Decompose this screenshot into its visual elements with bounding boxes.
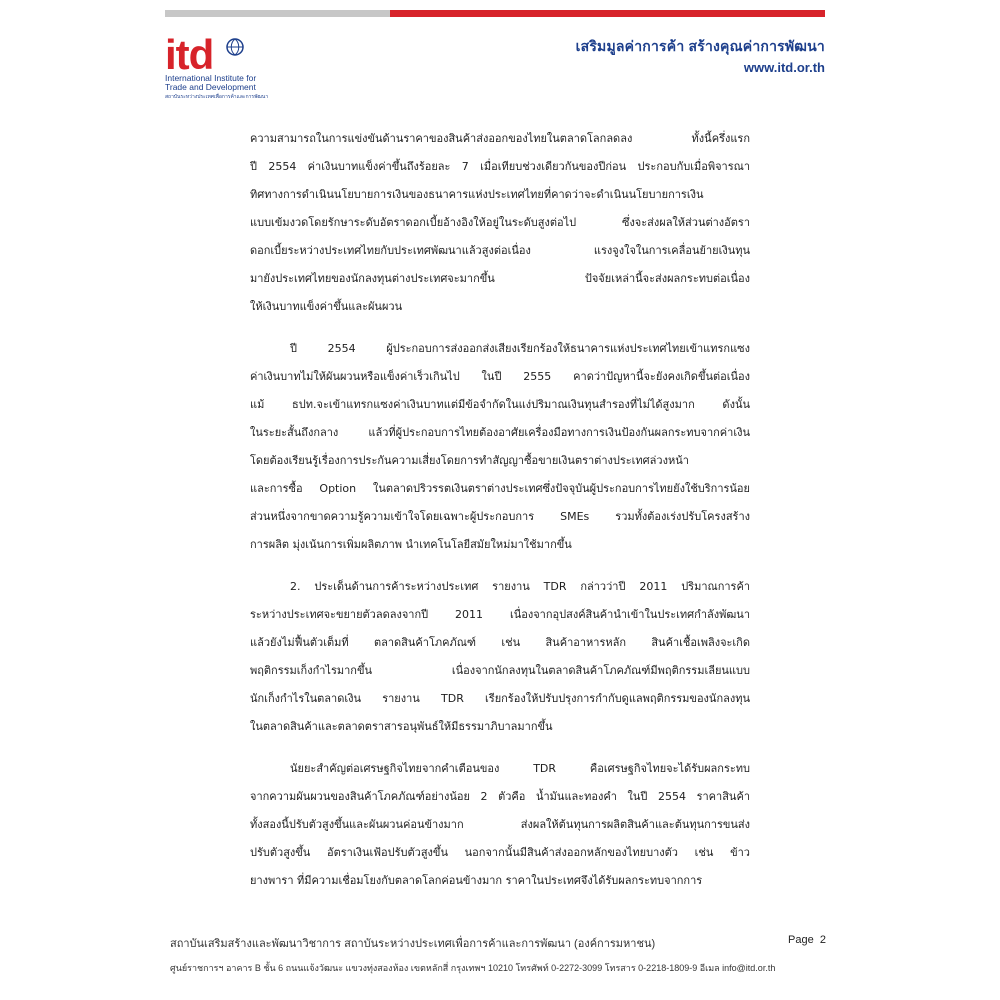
paragraph-line: ปี 2554 ผู้ประกอบการส่งออกส่งเสียงเรียกร้องให้ธนาคารแห่งประเทศไทยเข้าแทรกแซง [290,342,750,355]
paragraph-line: ดอกเบี้ยระหว่างประเทศไทยกับประเทศพัฒนาแล้วสูงต่อเนื่อง แรงจูงใจในการเคลื่อนย้ายเงินทุน [250,244,750,257]
footer-address: ศูนย์ราชการฯ อาคาร B ชั้น 6 ถนนแจ้งวัฒนะ แขวงทุ่งสองห้อง เขตหลักสี่ กรุงเทพฯ 10210 โทรศัพท์ 0-2272-3099 โทรสาร 0-2218-1809-9 อีเมล info@itd.or.th [170,963,776,973]
header-slogan [576,36,825,75]
globe-icon [225,37,245,57]
paragraph-line: การผลิต มุ่งเน้นการเพิ่มผลิตภาพ นำเทคโนโลยีสมัยใหม่มาใช้มากขึ้น [250,538,572,551]
document-body [250,125,750,909]
page-number: 2 [819,934,826,946]
paragraph-line: แม้ ธปท.จะเข้าแทรกแซงค่าเงินบาทแต่มีข้อจำกัดในแง่ปริมาณเงินทุนสำรองที่ไม่ได้สูงมาก ดังนั้น [250,398,750,411]
paragraph [250,755,750,895]
paragraph [250,573,750,741]
footer-institution: สถาบันเสริมสร้างและพัฒนาวิชาการ สถาบันระหว่างประเทศเพื่อการค้าและการพัฒนา (องค์การมหาชน) [170,938,656,950]
logo-subtitle-line2: Trade and Development [165,82,256,92]
logo-subtitle-line1: International Institute for [165,73,257,83]
paragraph-line: ค่าเงินบาทไม่ให้ผันผวนหรือแข็งค่าเร็วเกินไป ในปี 2555 คาดว่าปัญหานี้จะยังคงเกิดขึ้นต่อเนื่อง [250,370,750,383]
paragraph-line: 2. ประเด็นด้านการค้าระหว่างประเทศ รายงาน TDR กล่าวว่าปี 2011 ปริมาณการค้า [290,580,750,593]
paragraph-line: นักเก็งกำไรในตลาดเงิน รายงาน TDR เรียกร้องให้ปรับปรุงการกำกับดูแลพฤติกรรมของนักลงทุน [250,692,750,705]
paragraph-line: แบบเข้มงวดโดยรักษาระดับอัตราดอกเบี้ยอ้างอิงให้อยู่ในระดับสูงต่อไป ซึ่งจะส่งผลให้ส่วนต่างอัตรา [250,216,750,229]
paragraph [250,125,750,321]
paragraph-line: ระหว่างประเทศจะขยายตัวลดลงจากปี 2011 เนื่องจากอุปสงค์สินค้านำเข้าในประเทศกำลังพัฒนา [250,608,750,621]
paragraph-line: พฤติกรรมเก็งกำไรมากขึ้น เนื่องจากนักลงทุนในตลาดสินค้าโภคภัณฑ์มีพฤติกรรมเลียนแบบ [250,664,750,677]
paragraph-line: ความสามารถในการแข่งขันด้านราคาของสินค้าส่งออกของไทยในตลาดโลกลดลง ทั้งนี้ครึ่งแรก [250,132,750,145]
paragraph-line: และการซื้อ Option ในตลาดปริวรรตเงินตราต่างประเทศซึ่งปัจจุบันผู้ประกอบการไทยยังใช้บริการน้อย [250,482,750,495]
slogan-text: เสริมมูลค่าการค้า สร้างคุณค่าการพัฒนา [575,38,825,54]
website-link[interactable]: www.itd.or.th [743,60,825,75]
paragraph-line: แล้วยังไม่ฟื้นตัวเต็มที่ ตลาดสินค้าโภคภัณฑ์ เช่น สินค้าอาหารหลัก สินค้าเชื้อเพลิงจะเกิด [250,636,750,649]
itd-logo [165,31,295,104]
paragraph-line: ในระยะสั้นถึงกลาง แล้วที่ผู้ประกอบการไทยต้องอาศัยเครื่องมือทางการเงินป้องกันผลกระทบจากค่าเงิน [250,426,750,439]
paragraph-line: ปี 2554 ค่าเงินบาทแข็งค่าขึ้นถึงร้อยละ 7 เมื่อเทียบช่วงเดียวกันของปีก่อน ประกอบกับเมื่อพิจารณา [250,160,750,173]
header-bar-red [390,10,825,17]
page-label: Page [788,934,814,946]
paragraph-line: ส่วนหนึ่งจากขาดความรู้ความเข้าใจโดยเฉพาะผู้ประกอบการ SMEs รวมทั้งต้องเร่งปรับโครงสร้าง [250,510,750,523]
paragraph-line: ทั้งสองนี้ปรับตัวสูงขึ้นและผันผวนค่อนข้างมาก ส่งผลให้ต้นทุนการผลิตสินค้าและต้นทุนการขนส่ง [250,818,750,831]
paragraph-line: ปรับตัวสูงขึ้น อัตราเงินเฟ้อปรับตัวสูงขึ้น นอกจากนั้นมีสินค้าส่งออกหลักของไทยบางตัว เช่น ข้าว [250,846,750,859]
paragraph-line: จากความผันผวนของสินค้าโภคภัณฑ์อย่างน้อย 2 ตัวคือ น้ำมันและทองคำ ในปี 2554 ราคาสินค้า [250,790,750,803]
logo-text: itd [165,31,214,78]
paragraph-line: ทิศทางการดำเนินนโยบายการเงินของธนาคารแห่งประเทศไทยที่คาดว่าจะดำเนินนโยบายการเงิน [250,188,704,201]
logo-thai-name: สถาบันระหว่างประเทศเพื่อการค้าและการพัฒนา [165,94,269,100]
paragraph-line: โดยต้องเรียนรู้เรื่องการประกันความเสี่ยงโดยการทำสัญญาซื้อขายเงินตราต่างประเทศล่วงหน้า [250,454,689,467]
page-number-label [788,934,826,946]
paragraph [250,335,750,559]
header-bar-gray [165,10,390,17]
paragraph-line: นัยยะสำคัญต่อเศรษฐกิจไทยจากคำเตือนของ TDR คือเศรษฐกิจไทยจะได้รับผลกระทบ [290,762,750,775]
paragraph-line: ในตลาดสินค้าและตลาดตราสารอนุพันธ์ให้มีธรรมาภิบาลมากขึ้น [250,720,553,733]
page-footer [170,934,830,975]
paragraph-line: ให้เงินบาทแข็งค่าขึ้นและผันผวน [250,300,403,313]
paragraph-line: มายังประเทศไทยของนักลงทุนต่างประเทศจะมากขึ้น ปัจจัยเหล่านี้จะส่งผลกระทบต่อเนื่อง [250,272,750,285]
header-color-bar [165,10,825,17]
paragraph-line: ยางพารา ที่มีความเชื่อมโยงกับตลาดโลกค่อนข้างมาก ราคาในประเทศจึงได้รับผลกระทบจากการ [250,874,703,887]
